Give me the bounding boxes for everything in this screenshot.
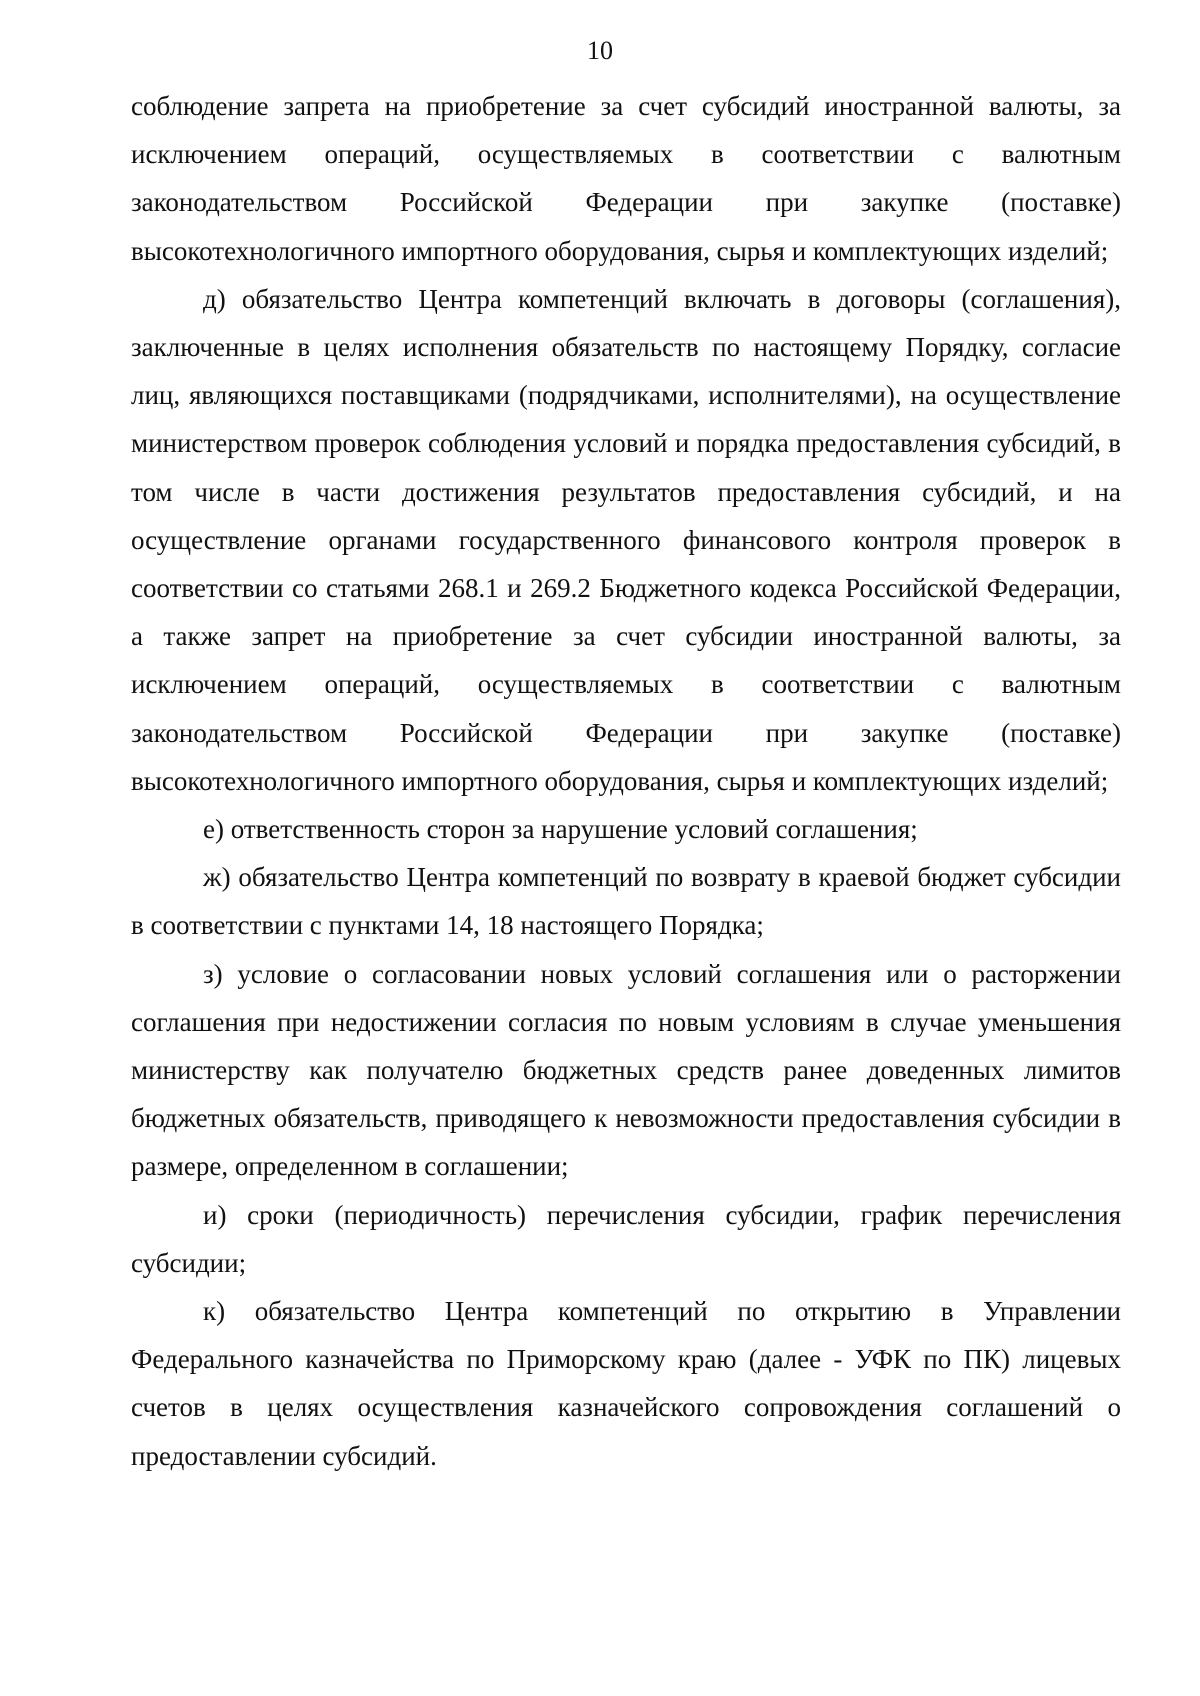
paragraph-item-e: е) ответственность сторон за нарушение условий соглашения; (203, 814, 918, 845)
document-body (131, 82, 1121, 1480)
paragraph-item-zh: ж) обязательство Центра компетенций по возврату в краевой бюджет субсидии в соответствии с пунктами 14, 18 настоящего Порядка; (131, 862, 1121, 941)
paragraph-item-d: д) обязательство Центра компетенций включать в договоры (соглашения), заключенные в целях исполнения обязательств по настоящему Порядку, согласие лиц, являющихся поставщиками (подрядчиками, исполнителями), на осуществление министерством проверок соблюдения условий и порядка предоставления субсидий, в том числе в части достижения результатов предоставления субсидий, и на осуществление органами государственного финансового контроля проверок в соответствии со статьями 268.1 и 269.2 Бюджетного кодекса Российской Федерации, а также запрет на приобретение за счет субсидии иностранной валюты, за исключением операций, осуществляемых в соответствии с валютным законодательством Российской Федерации при закупке (поставке) высокотехнологичного импортного оборудования, сырья и комплектующих изделий; (131, 283, 1121, 796)
paragraph-item-i: и) сроки (периодичность) перечисления субсидии, график перечисления субсидии; (131, 1199, 1121, 1278)
page-number: 10 (587, 36, 613, 65)
paragraph-item-k: к) обязательство Центра компетенций по открытию в Управлении Федерального казначейства по Приморскому краю (далее - УФК по ПК) лицевых счетов в целях осуществления казначейского сопровождения соглашений о предоставлении субсидий. (131, 1296, 1121, 1471)
paragraph-continuation: соблюдение запрета на приобретение за счет субсидий иностранной валюты, за исключением операций, осуществляемых в соответствии с валютным законодательством Российской Федерации при закупке (поставке) высокотехнологичного импортного оборудования, сырья и комплектующих изделий; (131, 91, 1121, 266)
paragraph-item-z: з) условие о согласовании новых условий соглашения или о расторжении соглашения при недостижении согласия по новым условиям в случае уменьшения министерству как получателю бюджетных средств ранее доведенных лимитов бюджетных обязательств, приводящего к невозможности предоставления субсидии в размере, определенном в соглашении; (131, 958, 1121, 1182)
